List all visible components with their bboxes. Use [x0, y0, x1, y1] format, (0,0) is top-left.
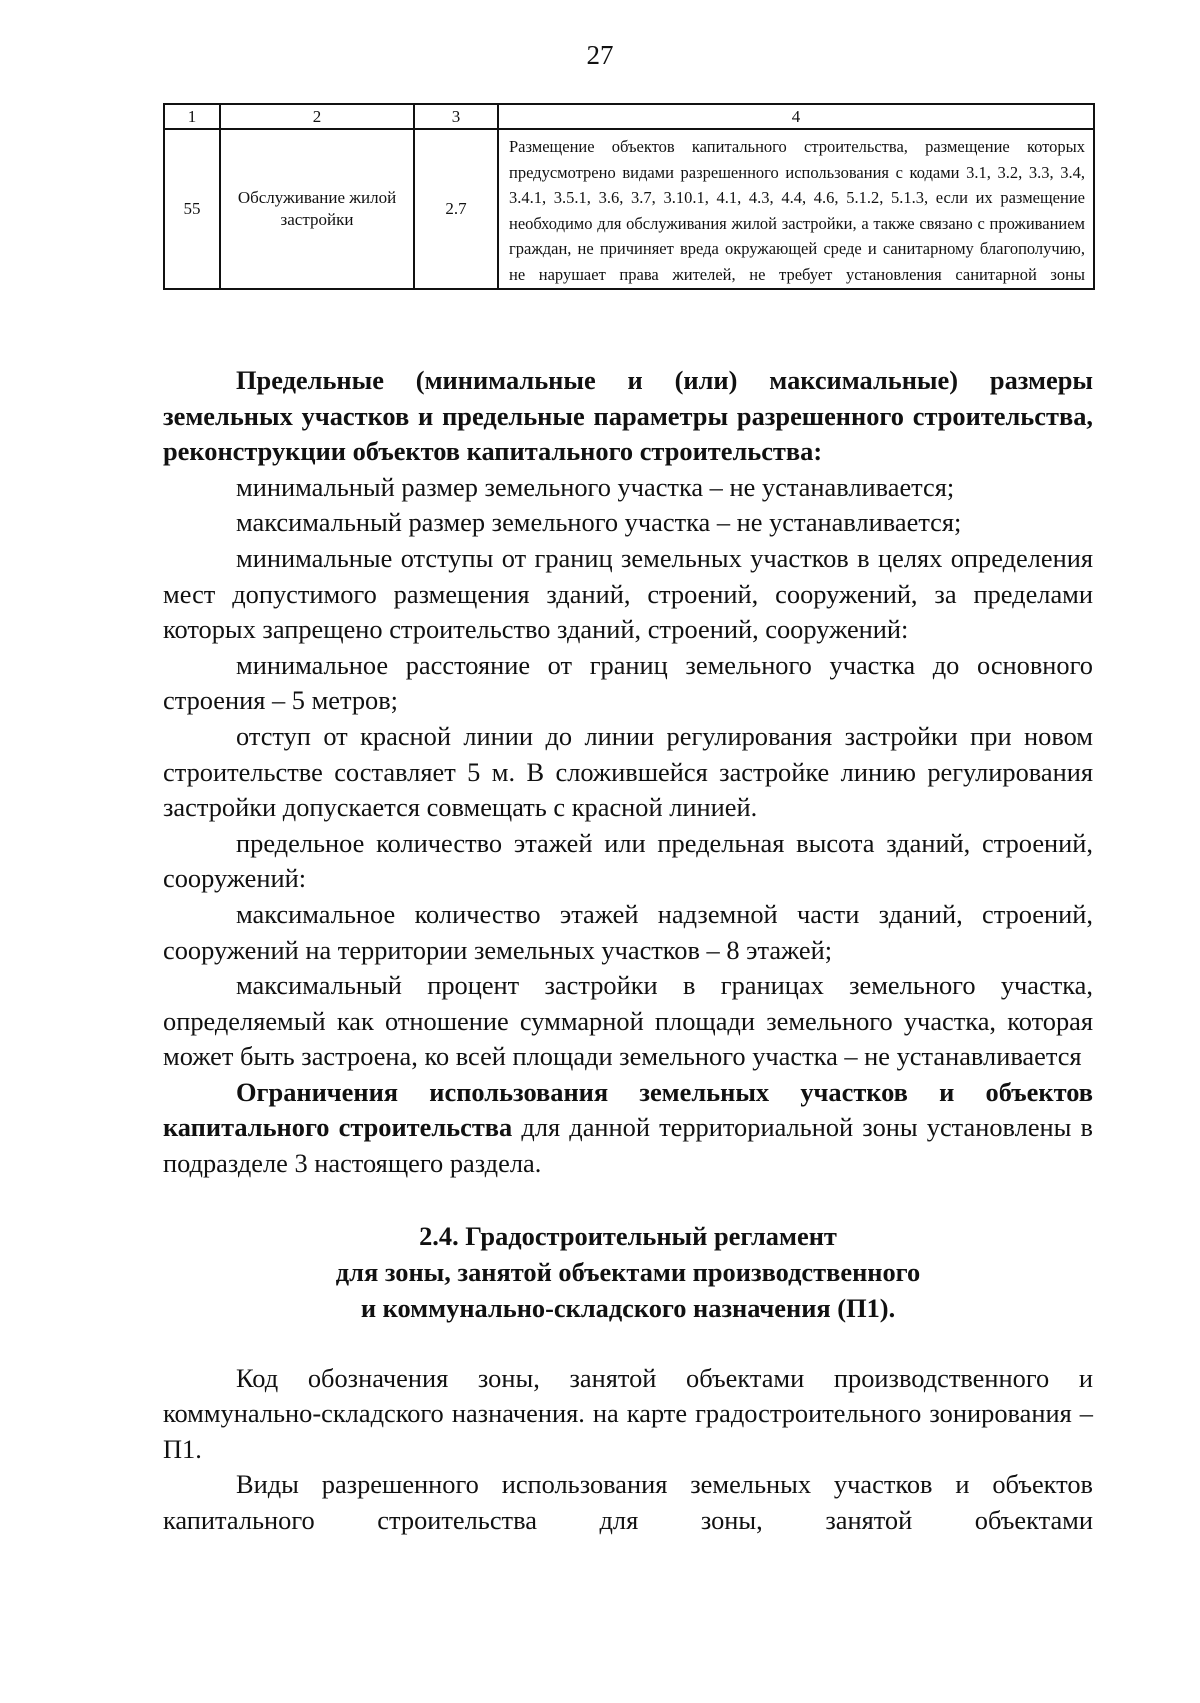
section-heading-line: для зоны, занятой объектами производственного [335, 1256, 921, 1287]
table-header-cell: 1 [164, 104, 220, 129]
paragraph-use-types: Виды разрешенного использования земельных участков и объектов капитального строительства для зоны, занятой объектами [163, 1469, 1093, 1536]
use-type-name-cell: Обслуживание жилой застройки [220, 129, 414, 289]
section-heading-line: и коммунально-складского назначения (П1). [360, 1292, 896, 1323]
paragraph-max-percent: максимальный процент застройки в границах земельного участка, определяемый как отношение суммарной площади земельного участка, которая может быть застроена, ко всей площади земельного участка – не устанавливается [163, 970, 1093, 1072]
page-number: 27 [586, 40, 614, 70]
table-header-row [164, 104, 1094, 129]
table-header-cell: 4 [498, 104, 1094, 129]
section-heading-line: 2.4. Градостроительный регламент [419, 1220, 837, 1251]
restrictions-bold-text: Ограничения использования земельных участков и объектов капитального строительства [163, 1076, 1093, 1143]
paragraph-min-setbacks: минимальные отступы от границ земельных участков в целях определения мест допустимого размещения зданий, строений, сооружений, за пределами которых запрещено строительство зданий, строений, сооружений: [163, 542, 1093, 645]
paragraph-min-size: минимальный размер земельного участка – не устанавливается; [236, 471, 955, 502]
table-row [164, 129, 1094, 289]
paragraph-floors-limit: предельное количество этажей или предельная высота зданий, строений, сооружений: [163, 827, 1093, 894]
table-header-cell: 3 [414, 104, 498, 129]
section-heading [163, 1218, 1093, 1326]
paragraph-min-distance: минимальное расстояние от границ земельного участка до основного строения – 5 метров; [163, 649, 1093, 716]
paragraph-red-line: отступ от красной линии до линии регулирования застройки при новом строительстве составляет 5 м. В сложившейся застройке линию регулирования застройки допускается совмещать с красной линией. [163, 720, 1093, 823]
paragraph-zone-code: Код обозначения зоны, занятой объектами производственного и коммунально-складского назначения. на карте градостроительного зонирования – П1. [163, 1362, 1093, 1464]
use-type-code-cell: 2.7 [414, 129, 498, 289]
paragraph-max-size: максимальный размер земельного участка – не устанавливается; [236, 507, 962, 538]
paragraph-max-floors: максимальное количество этажей надземной части зданий, строений, сооружений на территории земельных участков – 8 этажей; [163, 898, 1093, 965]
paragraph-restrictions [163, 1075, 1093, 1182]
regulation-table [163, 103, 1095, 290]
row-number-cell: 55 [164, 129, 220, 289]
table-header-cell: 2 [220, 104, 414, 129]
limits-heading: Предельные (минимальные и (или) максимальные) размеры земельных участков и предельные параметры разрешенного строительства, реконструкции объектов капитального строительства: [163, 365, 1093, 467]
use-type-description-cell: Размещение объектов капитального строительства, размещение которых предусмотрено видами разрешенного использования с кодами 3.1, 3.2, 3.3, 3.4, 3.4.1, 3.5.1, 3.6, 3.7, 3.10.1, 4.1, 4.3, 4.4, 4.6, 5.1.2, 5.1.3, если их размещение необходимо для обслуживания жилой застройки, а также связано с проживанием граждан, не причиняет вреда окружающей среде и санитарному благополучию, не нарушает права жителей, не требует установления санитарной зоны [498, 129, 1094, 289]
document-body [163, 363, 1093, 1539]
restrictions-text: для данной территориальной зоны установлены в подразделе 3 настоящего раздела. [163, 1112, 1093, 1179]
